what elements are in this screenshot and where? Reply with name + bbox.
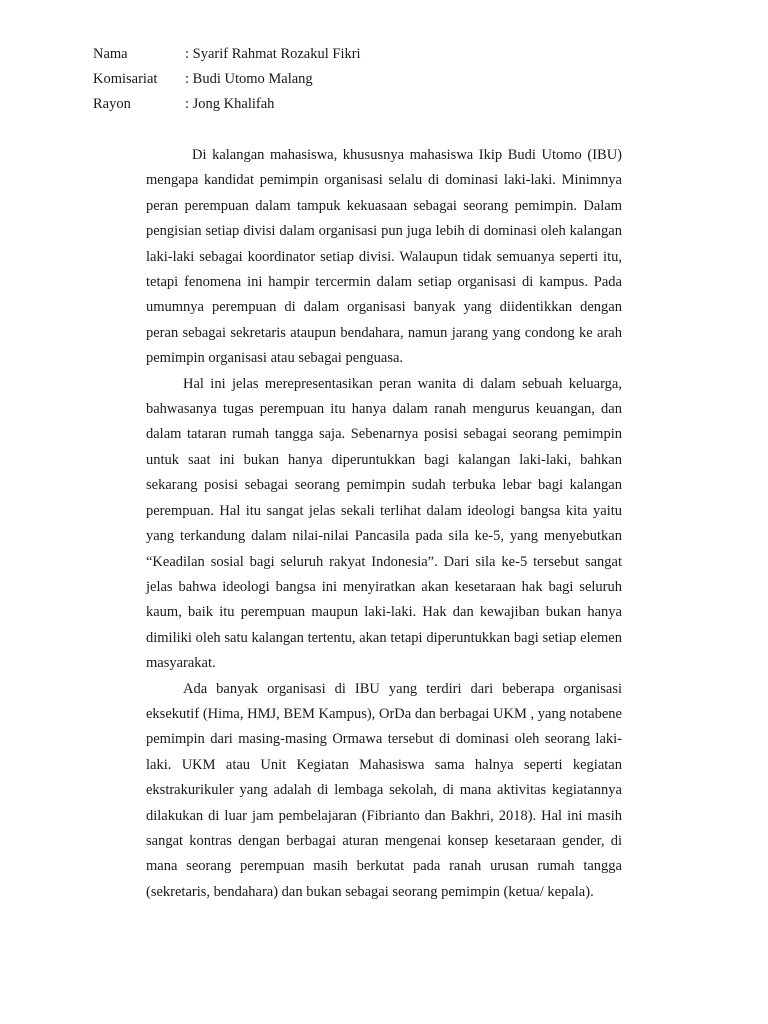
identity-header (93, 42, 361, 117)
header-row-rayon (93, 92, 361, 117)
header-label: Komisariat (93, 71, 158, 87)
header-value: : Syarif Rahmat Rozakul Fikri (185, 46, 361, 62)
header-label: Nama (93, 46, 128, 62)
paragraph-3: Ada banyak organisasi di IBU yang terdiri dari beberapa organisasi eksekutif (Hima, HMJ, BEM Kampus), OrDa dan berbagai UKM , yang notabene pemimpin dari masing-masing Ormawa tersebut di dominasi oleh seorang laki-laki. UKM atau Unit Kegiatan Mahasiswa sama halnya seperti kegiatan ekstrakurikuler yang adalah di lembaga sekolah, di mana aktivitas kegiatannya dilakukan di luar jam pembelajaran (Fibrianto dan Bakhri, 2018). Hal ini masih sangat kontras dengan berbagai aturan mengenai konsep kesetaraan gender, di mana seorang perempuan masih berkutat pada ranah urusan rumah tangga (sekretaris, bendahara) dan bukan sebagai seorang pemimpin (ketua/ kepala). (146, 680, 622, 900)
paragraph-2: Hal ini jelas merepresentasikan peran wanita di dalam sebuah keluarga, bahwasanya tugas perempuan itu hanya dalam ranah mengurus keuangan, dan dalam tataran rumah tangga saja. Sebenarnya posisi sebagai seorang pemimpin untuk saat ini bukan hanya diperuntukkan bagi kalangan laki-laki, bahkan sekarang posisi sebagai seorang pemimpin sudah terbuka lebar bagi kalangan perempuan. Hal itu sangat jelas sekali terlihat dalam ideologi bangsa kita yaitu yang terkandung dalam nilai-nilai Pancasila pada sila ke-5, yang menyebutkan “Keadilan sosial bagi seluruh rakyat Indonesia”. Dari sila ke-5 tersebut sangat jelas bahwa ideologi bangsa ini menyiratkan akan kesetaraan hak bagi seluruh kaum, baik itu perempuan maupun laki-laki. Hak dan kewajiban bukan hanya dimiliki oleh satu kalangan tertentu, akan tetapi diperuntukkan bagi setiap elemen masyarakat. (146, 375, 622, 672)
header-label: Rayon (93, 96, 131, 112)
paragraph-1: Di kalangan mahasiswa, khususnya mahasiswa Ikip Budi Utomo (IBU) mengapa kandidat pemimpin organisasi selalu di dominasi laki-laki. Minimnya peran perempuan dalam tampuk kekuasaan sebagai seorang pemimpin. Dalam pengisian setiap divisi dalam organisasi pun juga lebih di dominasi oleh kalangan laki-laki sebagai koordinator setiap divisi. Walaupun tidak semuanya seperti itu, tetapi fenomena ini hampir tercermin dalam setiap organisasi di kampus. Pada umumnya perempuan di dalam organisasi banyak yang diidentikkan dengan peran sebagai sekretaris ataupun bendahara, namun jarang yang condong ke arah pemimpin organisasi atau sebagai penguasa. (146, 147, 622, 367)
document-body (146, 143, 622, 905)
header-value: : Budi Utomo Malang (185, 71, 313, 87)
header-row-komisariat (93, 67, 361, 92)
header-row-nama (93, 42, 361, 67)
header-value: : Jong Khalifah (185, 96, 275, 112)
